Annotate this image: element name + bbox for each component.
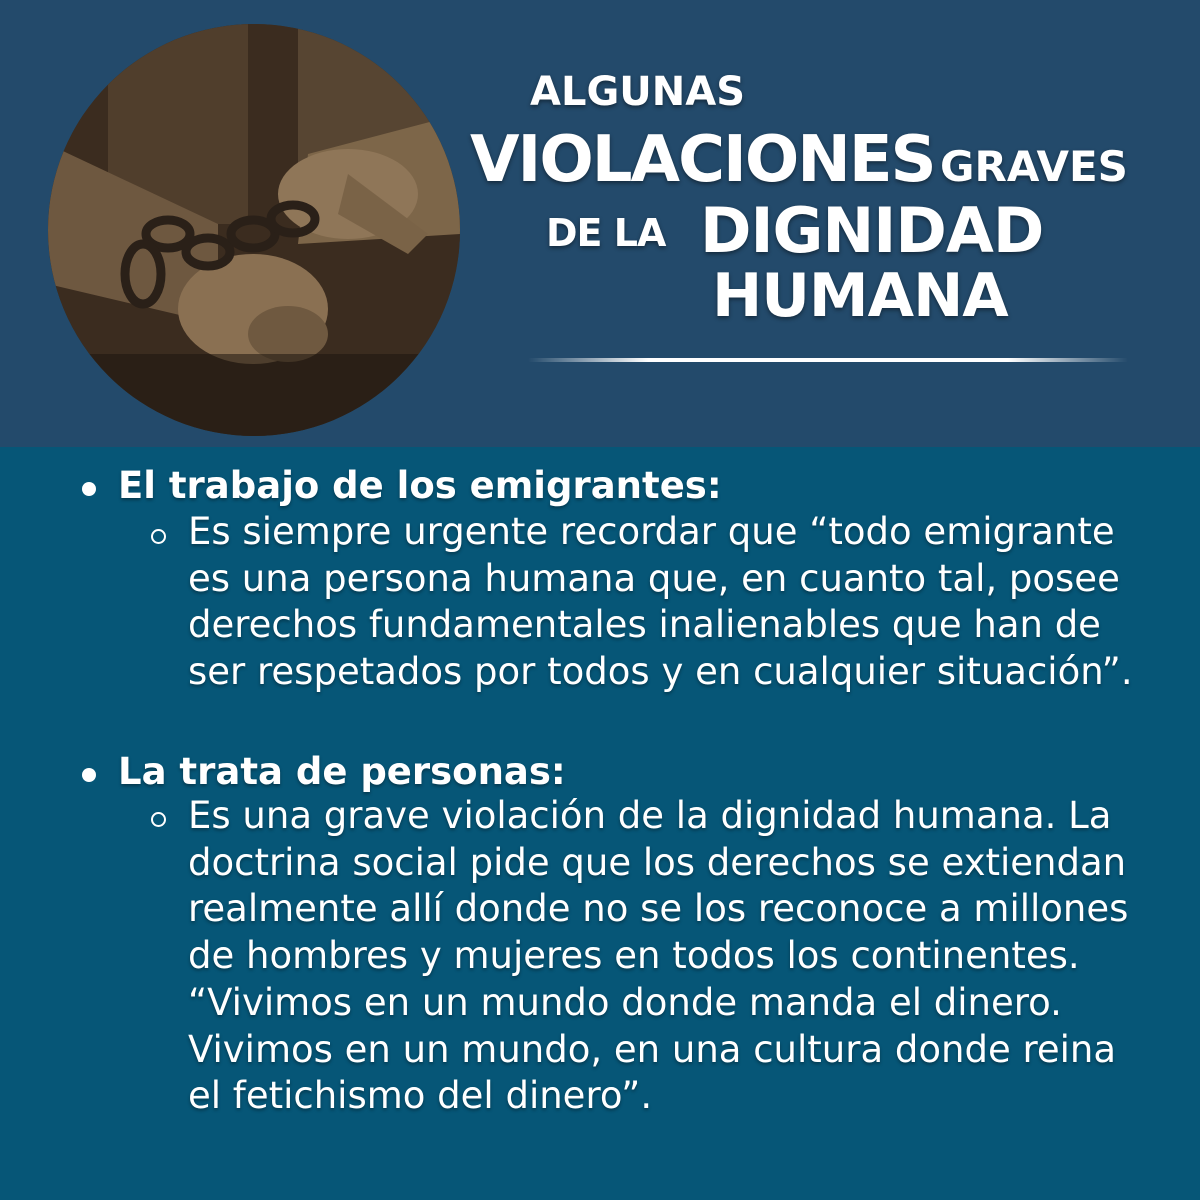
bullet-icon xyxy=(82,768,96,782)
title-graves: GRAVES xyxy=(940,142,1128,191)
item-heading-emigrantes: El trabajo de los emigrantes: xyxy=(118,464,722,507)
item-text-emigrantes: Es siempre urgente recordar que “todo emigrante es una persona humana que, en cuanto tal, posee derechos fundamentales inalienables que han de ser respetados por todos y en cualquier situación”. xyxy=(188,510,1133,694)
title-de-la: DE LA xyxy=(546,211,666,255)
sub-bullet-icon xyxy=(151,529,166,544)
title-humana: HUMANA xyxy=(712,261,1008,331)
header-band xyxy=(0,0,1200,447)
content-area xyxy=(0,447,1200,1200)
title-divider xyxy=(528,358,1128,362)
title-algunas: ALGUNAS xyxy=(530,69,745,115)
title-dignidad: DIGNIDAD xyxy=(700,194,1044,267)
title-block xyxy=(0,0,1200,447)
sub-bullet-icon xyxy=(151,812,166,827)
item-text-trata: Es una grave violación de la dignidad humana. La doctrina social pide que los derechos se extiendan realmente allí donde no se los reconoce a millones de hombres y mujeres en todos los continentes. “Vivimos en un mundo donde manda el dinero. Vivimos en un mundo, en una cultura donde reina el fetichismo del dinero”. xyxy=(188,794,1129,1118)
title-violaciones: VIOLACIONES xyxy=(470,123,935,197)
bullet-icon xyxy=(82,482,96,496)
item-heading-trata: La trata de personas: xyxy=(118,750,566,793)
